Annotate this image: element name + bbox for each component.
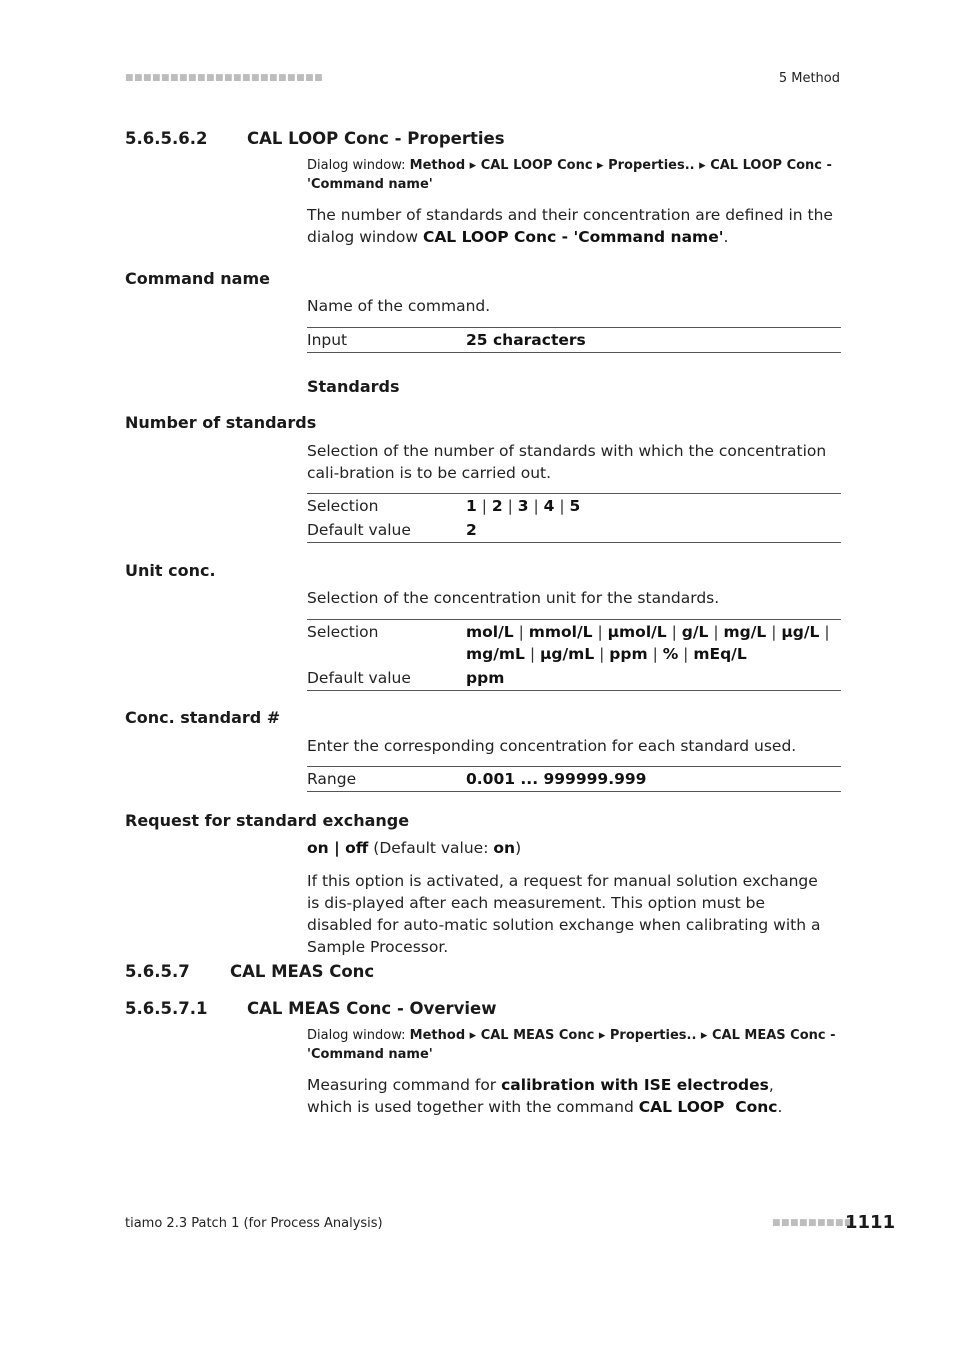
onoff-values: on | off: [307, 839, 369, 857]
option: µg/mL: [540, 645, 595, 663]
table-row: [307, 494, 841, 519]
default-prefix: (Default value:: [368, 839, 494, 857]
dialog-path: Method ▸ CAL MEAS Conc ▸ Properties.. ▸ CAL MEAS Conc - 'Command name': [307, 1028, 836, 1062]
footer-decoration: ■■■■■■■■■: [772, 1218, 854, 1228]
param-label-command-name: Command name: [125, 269, 270, 288]
param-desc-conc-standard: Enter the corresponding concentration for each standard used.: [307, 737, 797, 755]
intro-end: .: [723, 228, 729, 246]
subheading-standards: Standards: [307, 377, 400, 396]
dialog-path: Method ▸ CAL LOOP Conc ▸ Properties.. ▸ CAL LOOP Conc - 'Command name': [307, 158, 832, 192]
property-table-unit-conc: [307, 619, 841, 691]
row-key: Range: [307, 767, 466, 792]
option: 4: [543, 497, 555, 515]
property-table-number-of-standards: [307, 493, 841, 543]
section-title: CAL LOOP Conc - Properties: [247, 129, 505, 148]
option: mg/L: [723, 623, 767, 641]
section-number: 5.6.5.7.1: [125, 999, 208, 1018]
overview-bold: calibration with ISE electrodes: [501, 1076, 769, 1094]
option: µmol/L: [607, 623, 667, 641]
row-value: 1 | 2 | 3 | 4 | 5: [466, 494, 841, 519]
page-number: 1111: [845, 1212, 896, 1233]
option: 2: [491, 497, 503, 515]
property-table-command-name: [307, 327, 841, 353]
option: mmol/L: [528, 623, 593, 641]
footer-product: tiamo 2.3 Patch 1 (for Process Analysis): [125, 1216, 383, 1231]
overview-text: , which is used together with the command: [307, 1076, 774, 1116]
option: 5: [569, 497, 581, 515]
param-label-number-of-standards: Number of standards: [125, 413, 317, 432]
param-label-unit-conc: Unit conc.: [125, 561, 216, 580]
section-title: CAL MEAS Conc: [230, 962, 375, 981]
option: mg/mL: [466, 645, 525, 663]
option: ppm: [609, 645, 648, 663]
option: 3: [517, 497, 529, 515]
dialog-prefix: Dialog window:: [307, 1028, 410, 1043]
section-title: CAL MEAS Conc - Overview: [247, 999, 497, 1018]
option: 1: [466, 497, 477, 515]
dialog-window-path: [307, 156, 841, 194]
option: mEq/L: [693, 645, 747, 663]
row-key: Default value: [307, 518, 466, 543]
row-key: Input: [307, 328, 466, 353]
property-table-conc-standard: [307, 766, 841, 792]
option: g/L: [681, 623, 709, 641]
option: %: [662, 645, 679, 663]
option: µg/L: [781, 623, 820, 641]
param-label-request-exchange: Request for standard exchange: [125, 811, 410, 830]
param-desc-unit-conc: Selection of the concentration unit for the standards.: [307, 589, 720, 607]
option: mol/L: [466, 623, 514, 641]
intro-paragraph: [307, 204, 841, 248]
row-value: mol/L | mmol/L | µmol/L | g/L | mg/L | µg/L | mg/mL | µg/mL | ppm | % | mEq/L: [466, 620, 841, 667]
intro-text: The number of standards and their concentration are defined in the dialog window: [307, 206, 833, 246]
param-desc-number-of-standards: Selection of the number of standards with which the concentration cali-bration is to be carried out.: [307, 442, 827, 482]
default-value: on: [493, 839, 516, 857]
row-value: 25 characters: [466, 328, 841, 353]
row-value: ppm: [466, 666, 841, 691]
param-desc-command-name: Name of the command.: [307, 297, 491, 315]
row-key: Selection: [307, 620, 466, 667]
section-number: 5.6.5.7: [125, 962, 190, 981]
intro-dialog-name: CAL LOOP Conc - 'Command name': [422, 228, 724, 246]
param-desc-request-exchange: If this option is activated, a request for manual solution exchange is dis-played after each measurement. This option must be disabled for auto-matic solution exchange when calibrating with a Sample Processor.: [307, 872, 821, 956]
param-label-conc-standard: Conc. standard #: [125, 708, 281, 727]
overview-command: CAL LOOP Conc: [638, 1098, 778, 1116]
table-row: [307, 620, 841, 667]
dialog-window-path: [307, 1026, 841, 1064]
table-row: [307, 328, 841, 353]
row-key: Default value: [307, 666, 466, 691]
dialog-prefix: Dialog window:: [307, 158, 410, 173]
table-row: [307, 518, 841, 543]
overview-end: .: [777, 1098, 783, 1116]
section-number: 5.6.5.6.2: [125, 129, 208, 148]
header-chapter: 5 Method: [778, 71, 840, 86]
row-value: 0.001 ... 999999.999: [466, 767, 841, 792]
table-row: [307, 767, 841, 792]
table-row: [307, 666, 841, 691]
overview-text: Measuring command for: [307, 1076, 502, 1094]
param-options-request-exchange: [307, 837, 841, 859]
overview-paragraph: [307, 1074, 817, 1118]
header-decoration: ■■■■■■■■■■■■■■■■■■■■■■: [125, 73, 324, 83]
row-key: Selection: [307, 494, 466, 519]
row-value: 2: [466, 518, 841, 543]
default-suffix: ): [515, 839, 522, 857]
